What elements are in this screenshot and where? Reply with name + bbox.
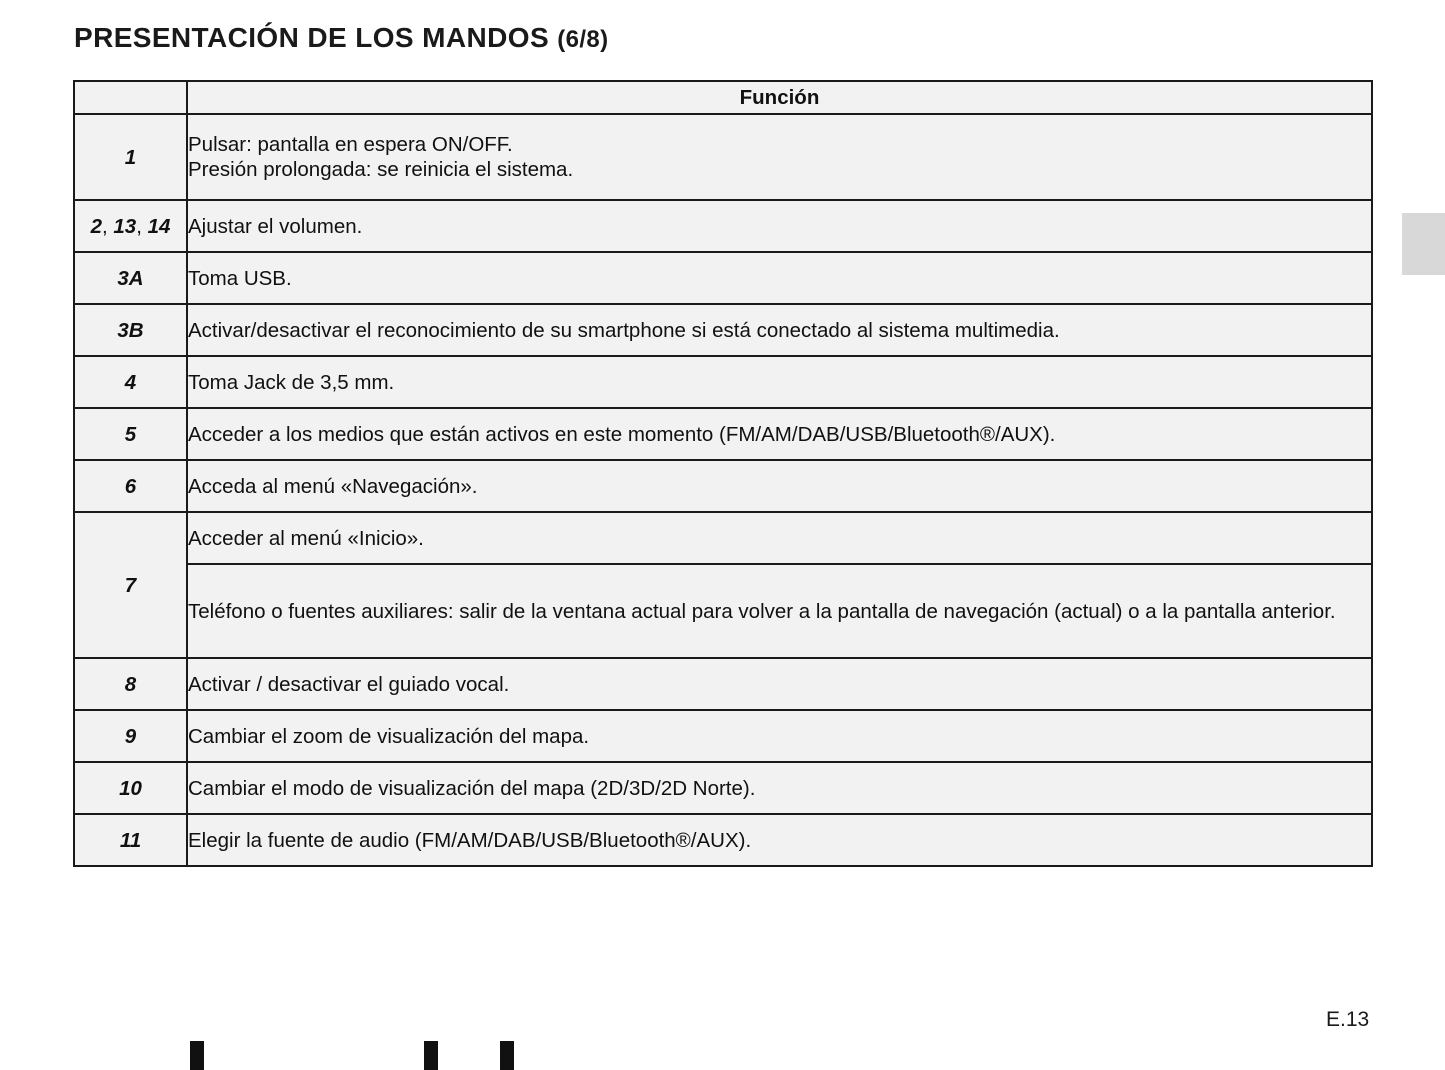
- function-text: Cambiar el modo de visualización del mapa (2D/3D/2D Norte).: [188, 776, 756, 800]
- control-function: [187, 200, 1372, 252]
- page-title-suffix: (6/8): [557, 26, 609, 53]
- page-number: E.13: [1326, 1008, 1370, 1031]
- key-label: 10: [119, 776, 142, 800]
- table-header-row: [74, 81, 1372, 114]
- control-function: [187, 408, 1372, 460]
- control-key: [74, 710, 187, 762]
- function-text: Toma Jack de 3,5 mm.: [188, 370, 395, 394]
- control-key: [74, 460, 187, 512]
- control-key: [74, 814, 187, 866]
- function-text: Ajustar el volumen.: [188, 214, 363, 238]
- page-title-text: PRESENTACIÓN DE LOS MANDOS: [74, 22, 550, 53]
- table-body: [74, 114, 1372, 866]
- function-text: Pulsar: pantalla en espera ON/OFF.: [188, 133, 513, 156]
- crop-mark-2: [424, 1041, 438, 1070]
- function-text: Elegir la fuente de audio (FM/AM/DAB/USB/Bluetooth®/AUX).: [188, 828, 752, 852]
- table-row: [74, 814, 1372, 866]
- controls-table: [73, 80, 1373, 867]
- table-row: [74, 356, 1372, 408]
- control-key: [74, 658, 187, 710]
- table-row: [74, 304, 1372, 356]
- key-label: 4: [124, 370, 137, 394]
- control-key: [74, 200, 187, 252]
- function-text: Acceder a los medios que están activos en este momento (FM/AM/DAB/USB/Bluetooth®/AUX).: [188, 422, 1056, 446]
- key-label: 3B: [117, 318, 144, 342]
- table-row: [74, 658, 1372, 710]
- control-function: [187, 114, 1372, 200]
- table-row: [74, 460, 1372, 512]
- control-key: [74, 356, 187, 408]
- table-row: [74, 512, 1372, 564]
- key-label: 2: [90, 214, 102, 238]
- key-label: 9: [124, 724, 137, 748]
- function-text: Acceda al menú «Navegación».: [188, 474, 478, 498]
- control-function: [187, 564, 1372, 658]
- crop-mark-1: [190, 1041, 204, 1070]
- key-label: 14: [147, 214, 171, 238]
- table-row: [74, 710, 1372, 762]
- function-text: Acceder al menú «Inicio».: [188, 526, 424, 550]
- key-label: 7: [124, 573, 137, 597]
- table-row: [74, 252, 1372, 304]
- control-key: [74, 252, 187, 304]
- table-row: [74, 564, 1372, 658]
- control-key: [74, 762, 187, 814]
- function-text: Toma USB.: [188, 266, 292, 290]
- control-function: [187, 658, 1372, 710]
- header-key: [74, 81, 187, 114]
- function-text: Presión prolongada: se reinicia el sistema.: [188, 158, 574, 181]
- key-label: 3A: [117, 266, 144, 290]
- section-tab-marker: [1402, 213, 1445, 275]
- control-key: [74, 304, 187, 356]
- control-function: [187, 762, 1372, 814]
- table-row: [74, 114, 1372, 200]
- control-function: [187, 512, 1372, 564]
- key-label: 13: [113, 214, 137, 238]
- key-label: 1: [124, 145, 137, 169]
- control-function: [187, 710, 1372, 762]
- key-label: 6: [124, 474, 137, 498]
- page-title: [74, 22, 609, 54]
- function-text: Activar/desactivar el reconocimiento de su smartphone si está conectado al sistema multimedia.: [188, 318, 1060, 342]
- function-text: Teléfono o fuentes auxiliares: salir de la ventana actual para volver a la pantalla de navegación (actual) o a la pantalla anterior.: [188, 599, 1336, 623]
- control-key: [74, 114, 187, 200]
- crop-mark-3: [500, 1041, 514, 1070]
- control-key: [74, 512, 187, 658]
- control-function: [187, 304, 1372, 356]
- control-function: [187, 356, 1372, 408]
- key-label: 8: [124, 672, 137, 696]
- function-text: Activar / desactivar el guiado vocal.: [188, 672, 510, 696]
- header-function: Función: [187, 81, 1372, 114]
- control-function: [187, 814, 1372, 866]
- key-separator: ,: [136, 214, 148, 238]
- key-label: 11: [119, 828, 142, 852]
- control-function: [187, 460, 1372, 512]
- table-row: [74, 408, 1372, 460]
- function-text: Cambiar el zoom de visualización del mapa.: [188, 724, 590, 748]
- table-row: [74, 200, 1372, 252]
- key-label: 5: [124, 422, 137, 446]
- key-separator: ,: [101, 214, 114, 238]
- control-key: [74, 408, 187, 460]
- table-row: [74, 762, 1372, 814]
- control-function: [187, 252, 1372, 304]
